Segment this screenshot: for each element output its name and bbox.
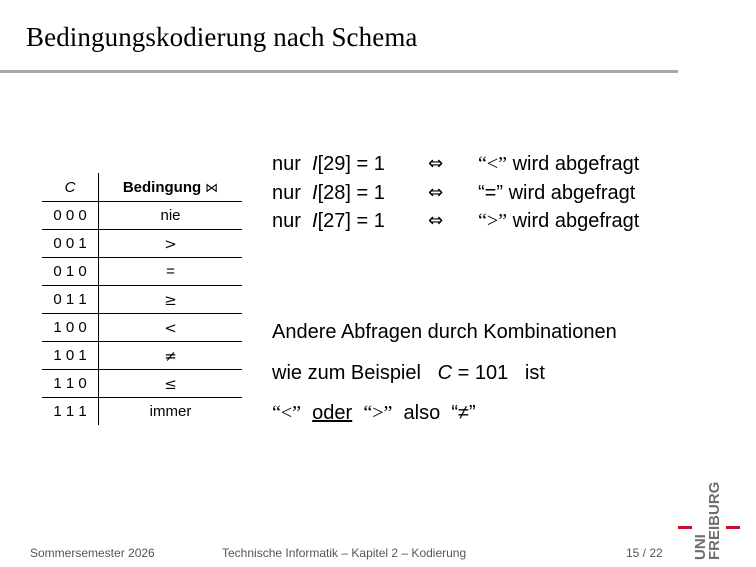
footer-semester: Sommersemester 2026 (30, 546, 155, 560)
condition-table (42, 173, 242, 425)
university-logo (678, 478, 740, 560)
oder-word: oder (312, 402, 353, 424)
row-condition: ≠ (99, 342, 243, 370)
example-end: ist (524, 362, 545, 384)
combination-line-2 (272, 362, 545, 385)
iff-arrow: ⇔ (428, 210, 444, 231)
eq-symbol: “=” (478, 181, 503, 204)
row-condition: immer (149, 403, 192, 420)
row-condition: ≥ (99, 286, 243, 314)
table-row (42, 286, 242, 314)
footer-course: Technische Informatik – Kapitel 2 – Kodierung (222, 546, 467, 560)
eq-symbol: “<” (478, 153, 508, 175)
bowtie-symbol: ⋈ (205, 179, 219, 195)
logo-accent-left (678, 526, 692, 529)
equivalence-row (272, 207, 639, 236)
combination-line-3 (272, 402, 476, 425)
row-condition: = (99, 258, 243, 286)
logo-text-freiburg: FREIBURG (706, 481, 723, 560)
table-row (42, 398, 242, 426)
eq-bit: [28] = 1 (317, 181, 385, 204)
example-value: = 101 (457, 362, 509, 384)
eq-bit: [29] = 1 (317, 153, 385, 175)
footer-page-number: 15 / 22 (626, 546, 663, 560)
eq-var: I (312, 153, 318, 175)
row-code: 1 0 1 (42, 342, 99, 370)
example-var: C (437, 362, 453, 384)
header-bedingung-label: Bedingung (122, 178, 202, 196)
row-condition: ≤ (99, 370, 243, 398)
logo-accent-right (726, 526, 740, 529)
table-row (42, 370, 242, 398)
symbol-greater: “>” (363, 402, 393, 424)
header-c: C (42, 173, 99, 202)
row-code: 0 0 1 (42, 230, 99, 258)
eq-var: I (312, 210, 318, 232)
equivalence-row (272, 179, 639, 208)
eq-bit: [27] = 1 (317, 210, 385, 232)
row-code: 1 1 1 (42, 398, 99, 426)
combination-line-1: Andere Abfragen durch Kombinationen (272, 321, 617, 343)
symbol-not-equal: “≠” (451, 402, 476, 424)
table-row (42, 258, 242, 286)
equivalence-list (272, 150, 639, 236)
symbol-less: “<” (272, 402, 302, 424)
eq-suffix: wird abgefragt (512, 210, 640, 232)
eq-suffix: wird abgefragt (512, 153, 640, 175)
equivalence-row (272, 150, 639, 179)
title-divider (0, 70, 678, 73)
eq-prefix: nur (272, 210, 301, 232)
table-header-row (42, 173, 242, 202)
iff-arrow: ⇔ (428, 153, 444, 174)
table-row (42, 314, 242, 342)
iff-arrow: ⇔ (428, 181, 444, 203)
table-row (42, 230, 242, 258)
row-condition: nie (99, 202, 243, 230)
table-row (42, 342, 242, 370)
eq-prefix: nur (272, 153, 301, 175)
row-condition: < (99, 314, 243, 342)
eq-var: I (312, 181, 318, 204)
header-bedingung (99, 173, 243, 202)
row-code: 0 1 1 (42, 286, 99, 314)
table-row (42, 202, 242, 230)
eq-suffix: wird abgefragt (508, 181, 636, 204)
row-code: 0 1 0 (42, 258, 99, 286)
eq-prefix: nur (272, 181, 301, 204)
logo-text-uni: UNI (692, 534, 709, 560)
eq-symbol: “>” (478, 210, 508, 232)
example-text: wie zum Beispiel (272, 362, 421, 384)
page-title: Bedingungskodierung nach Schema (26, 22, 418, 52)
row-code: 1 1 0 (42, 370, 99, 398)
also-word: also (403, 402, 441, 424)
row-condition: > (99, 230, 243, 258)
row-code: 1 0 0 (42, 314, 99, 342)
row-code: 0 0 0 (42, 202, 99, 230)
